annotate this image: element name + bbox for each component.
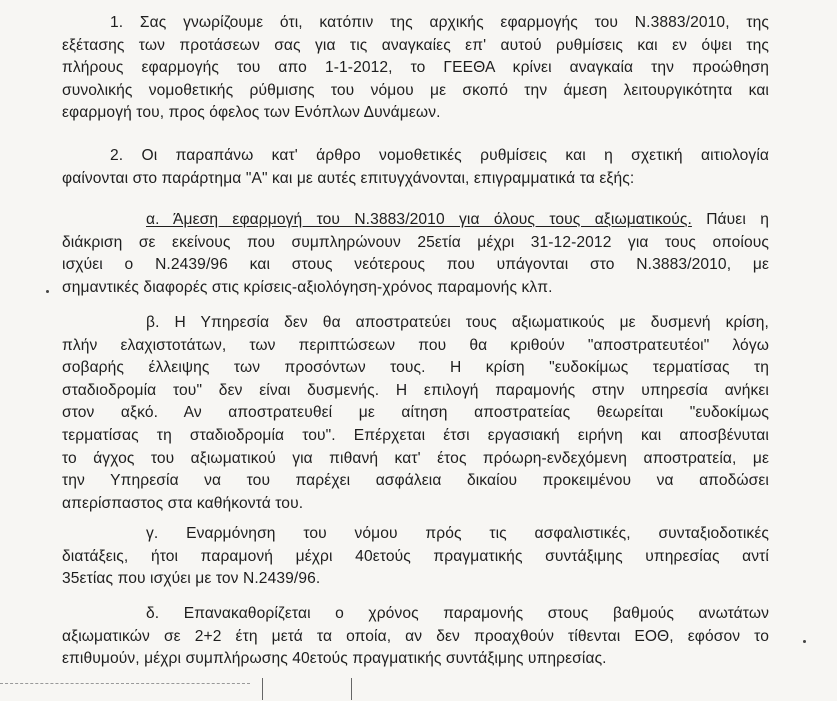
paragraph-line: ισχύει ο Ν.2439/96 και στους νεότερους που υπάγονται στο Ν.3883/2010, με — [62, 256, 769, 274]
paragraph-line: τερματίσας τη σταδιοδρομία του". Επέρχεται έτσι εργασιακή ειρήνη και αποσβένυται — [62, 426, 769, 444]
paragraph-line: σοβαρής έλλειψης των προσόντων τους. Η κρίση "ευδοκίμως τερματίσας τη — [62, 359, 769, 377]
paragraph-line: διάκριση σε εκείνους που συμπληρώνουν 25ετία μέχρι 31-12-2012 για τους οποίους — [62, 233, 769, 251]
paragraph-line: σταδιοδρομία του" δεν είναι δυσμενής. Η επιλογή παραμονής στην υπηρεσία ανήκει — [62, 381, 769, 399]
paragraph-line: πλήν ελαχιστοτάτων, των περιπτώσεων που θα κριθούν "αποστρατευτέοι" λόγω — [62, 336, 769, 354]
paragraph-line: β. Η Υπηρεσία δεν θα αποστρατεύει τους αξιωματικούς με δυσμενή κρίση, — [146, 314, 769, 331]
paragraph-line: δ. Επανακαθορίζεται ο χρόνος παραμονής στους βαθμούς ανωτάτων — [146, 605, 769, 622]
paragraph-1 — [62, 12, 769, 125]
paragraph-line: εφαρμογή του, προς όφελος των Ενόπλων Δυνάμεων. — [62, 104, 441, 122]
scan-speck — [803, 640, 806, 643]
underlined-heading: α. Άμεση εφαρμογή του Ν.3883/2010 για όλους τους αξιωματικούς. — [146, 211, 692, 228]
paragraph-line: εξέτασης των προτάσεων σας για τις αναγκαίες επ' αυτού ρυθμίσεις και εν όψει της — [62, 36, 769, 54]
paragraph-line: 35ετίας που ισχύει με τον Ν.2439/96. — [62, 570, 321, 588]
paragraph-line: 2. Οι παραπάνω κατ' άρθρο νομοθετικές ρυθμίσεις και η σχετική αιτιολογία — [110, 147, 769, 164]
paragraph-line: γ. Εναρμόνηση του νόμου πρός τις ασφαλιστικές, συνταξιοδοτικές — [146, 525, 769, 542]
paragraph-line: απερίσπαστος στα καθήκοντά του. — [62, 494, 304, 512]
paragraph-delta — [62, 603, 769, 671]
scan-speck — [46, 290, 49, 293]
paragraph-gamma — [62, 523, 769, 591]
paragraph-line: συνολικής νομοθετικής ρύθμισης του νόμου με σκοπό την άμεση λειτουργικότητα και — [62, 81, 769, 99]
paragraph-2 — [62, 145, 769, 190]
paragraph-line: φαίνονται στο παράρτημα "Α" και με αυτές επιτυγχάνονται, επιγραμματικά τα εξής: — [62, 169, 635, 187]
paragraph-line: πλήρους εφαρμογής του απο 1-1-2012, το ΓΕΕΘΑ κρίνει αναγκαία την προώθηση — [62, 59, 769, 77]
paragraph-line: διατάξεις, ήτοι παραμονή μέχρι 40ετούς πραγματικής συντάξιμης υπηρεσίας αντί — [62, 547, 769, 565]
paragraph-beta — [62, 312, 769, 515]
footer-mark — [262, 678, 352, 700]
paragraph-line: στον αξκό. Αν αποστρατευθεί με αίτηση αποστρατείας θεωρείται "ευδοκίμως — [62, 404, 769, 422]
paragraph-alpha — [62, 209, 769, 299]
paragraph-line: 1. Σας γνωρίζουμε ότι, κατόπιν της αρχικής εφαρμογής του Ν.3883/2010, της — [110, 14, 769, 31]
paragraph-line: την Υπηρεσία να του παρέχει ασφάλεια δικαίου προκειμένου να αποδώσει — [62, 472, 769, 490]
paragraph-line: αξιωματικών σε 2+2 έτη μετά τα οποία, αν δεν προαχθούν τίθενται ΕΟΘ, εφόσον το — [62, 627, 769, 645]
paragraph-line: επιθυμούν, μέχρι συμπλήρωσης 40ετούς πραγματικής συντάξιμης υπηρεσίας. — [62, 650, 607, 668]
paragraph-line: σημαντικές διαφορές στις κρίσεις-αξιολόγηση-χρόνος παραμονής κλπ. — [62, 278, 553, 296]
paragraph-line: το άγχος του αξιωματικού για πιθανή κατ' έτος πρόωρη-ενδεχόμενη αποστρατεία, με — [62, 449, 769, 467]
paragraph-line-tail: Πάυει η — [691, 211, 769, 228]
paragraph-line — [62, 209, 769, 232]
scan-edge-line — [0, 683, 250, 684]
